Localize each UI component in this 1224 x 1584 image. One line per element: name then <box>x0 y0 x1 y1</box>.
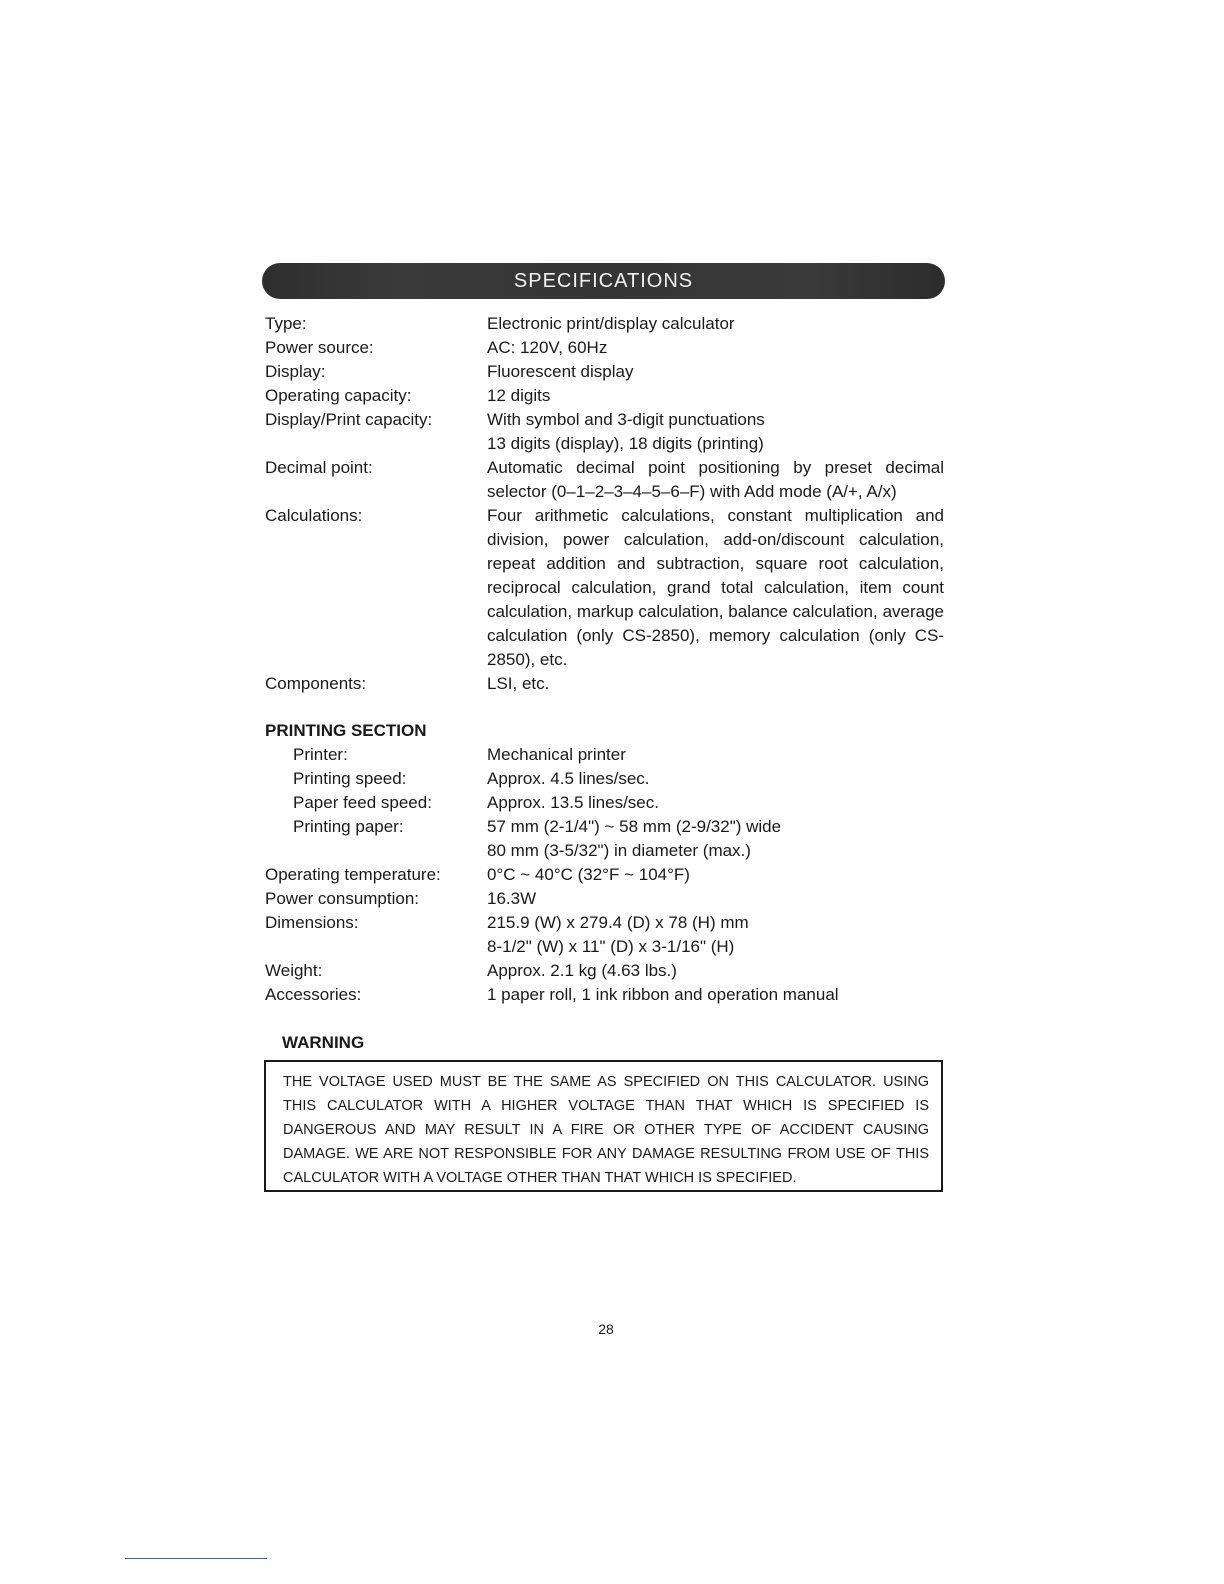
spec-label: Printing paper: <box>293 817 404 836</box>
spec-row-display <box>0 360 1224 384</box>
spec-label: Paper feed speed: <box>293 793 432 812</box>
spec-value: Approx. 2.1 kg (4.63 lbs.) <box>487 961 677 980</box>
spec-label: Operating temperature: <box>265 865 441 884</box>
spec-row-dimensions <box>0 911 1224 935</box>
spec-row-weight <box>0 959 1224 983</box>
warning-text: THE VOLTAGE USED MUST BE THE SAME AS SPECIFIED ON THIS CALCULATOR. USING THIS CALCULATOR WITH A HIGHER VOLTAGE THAN THAT WHICH IS SPECIFIED IS DANGEROUS AND MAY RESULT IN A FIRE OR OTHER TYPE OF ACCIDENT CAUSING DAMAGE. WE ARE NOT RESPONSIBLE FOR ANY DAMAGE RESULTING FROM USE OF THIS CALCULATOR WITH A VOLTAGE OTHER THAN THAT WHICH IS SPECIFIED. <box>283 1074 929 1186</box>
spec-value: 1 paper roll, 1 ink ribbon and operation manual <box>487 985 839 1004</box>
spec-value: 16.3W <box>487 889 537 908</box>
spec-row-accessories <box>0 983 1224 1007</box>
spec-row-printing-paper-cont <box>0 839 1224 863</box>
spec-value: Fluorescent display <box>487 362 634 381</box>
spec-value: 57 mm (2-1/4") ~ 58 mm (2-9/32") wide <box>487 817 782 836</box>
spec-value: Approx. 13.5 lines/sec. <box>487 793 659 812</box>
spec-value: Automatic decimal point positioning by preset decimal selector (0–1–2–3–4–5–6–F) with Add mode (A/+, A/x) <box>487 458 944 501</box>
spec-label: Type: <box>265 314 307 333</box>
spec-value: AC: 120V, 60Hz <box>487 338 608 357</box>
spec-value: Approx. 4.5 lines/sec. <box>487 769 650 788</box>
spec-row-printing-paper <box>0 815 1224 839</box>
spec-value: 13 digits (display), 18 digits (printing) <box>487 434 764 453</box>
spec-label: Decimal point: <box>265 458 373 477</box>
spec-row-type <box>0 312 1224 336</box>
spec-label: Printer: <box>293 745 348 764</box>
page-number: 28 <box>598 1321 614 1337</box>
spec-label: Accessories: <box>265 985 362 1004</box>
spec-label: Display: <box>265 362 326 381</box>
spec-value: 12 digits <box>487 386 551 405</box>
spec-value: 215.9 (W) x 279.4 (D) x 78 (H) mm <box>487 913 749 932</box>
spec-label: Power source: <box>265 338 374 357</box>
spec-label: Calculations: <box>265 506 363 525</box>
footer-divider <box>125 1558 267 1559</box>
warning-heading: WARNING <box>282 1033 365 1052</box>
warning-box <box>264 1060 943 1192</box>
spec-row-display-print-capacity-cont <box>0 432 1224 456</box>
spec-label: Power consumption: <box>265 889 420 908</box>
spec-value: 0°C ~ 40°C (32°F ~ 104°F) <box>487 865 690 884</box>
spec-value: Electronic print/display calculator <box>487 314 735 333</box>
spec-value: Mechanical printer <box>487 745 626 764</box>
spec-label: Display/Print capacity: <box>265 410 433 429</box>
spec-row-paper-feed-speed <box>0 791 1224 815</box>
spec-row-calculations <box>0 504 1224 672</box>
printing-section-heading: PRINTING SECTION <box>265 721 427 740</box>
specifications-banner <box>262 263 945 299</box>
spec-value: With symbol and 3-digit punctuations <box>487 410 765 429</box>
spec-row-decimal-point <box>0 456 1224 504</box>
spec-label: Components: <box>265 674 367 693</box>
spec-row-operating-capacity <box>0 384 1224 408</box>
page-title: SPECIFICATIONS <box>513 269 694 292</box>
spec-label: Dimensions: <box>265 913 359 932</box>
spec-value: 80 mm (3-5/32") in diameter (max.) <box>487 841 751 860</box>
spec-row-dimensions-cont <box>0 935 1224 959</box>
spec-label: Operating capacity: <box>265 386 412 405</box>
spec-row-components <box>0 672 1224 696</box>
spec-row-operating-temperature <box>0 863 1224 887</box>
spec-label: Weight: <box>265 961 323 980</box>
spec-value: 8-1/2" (W) x 11" (D) x 3-1/16" (H) <box>487 937 735 956</box>
spec-row-power-source <box>0 336 1224 360</box>
spec-value: Four arithmetic calculations, constant multiplication and division, power calculation, add-on/discount calculation, repeat addition and subtraction, square root calculation, reciprocal calculation, grand total calculation, item count calculation, markup calculation, balance calculation, average calculation (only CS-2850), memory calculation (only CS-2850), etc. <box>487 506 944 669</box>
spec-row-printing-speed <box>0 767 1224 791</box>
spec-label: Printing speed: <box>293 769 407 788</box>
spec-row-power-consumption <box>0 887 1224 911</box>
spec-row-printer <box>0 743 1224 767</box>
spec-row-display-print-capacity <box>0 408 1224 432</box>
spec-value: LSI, etc. <box>487 674 550 693</box>
